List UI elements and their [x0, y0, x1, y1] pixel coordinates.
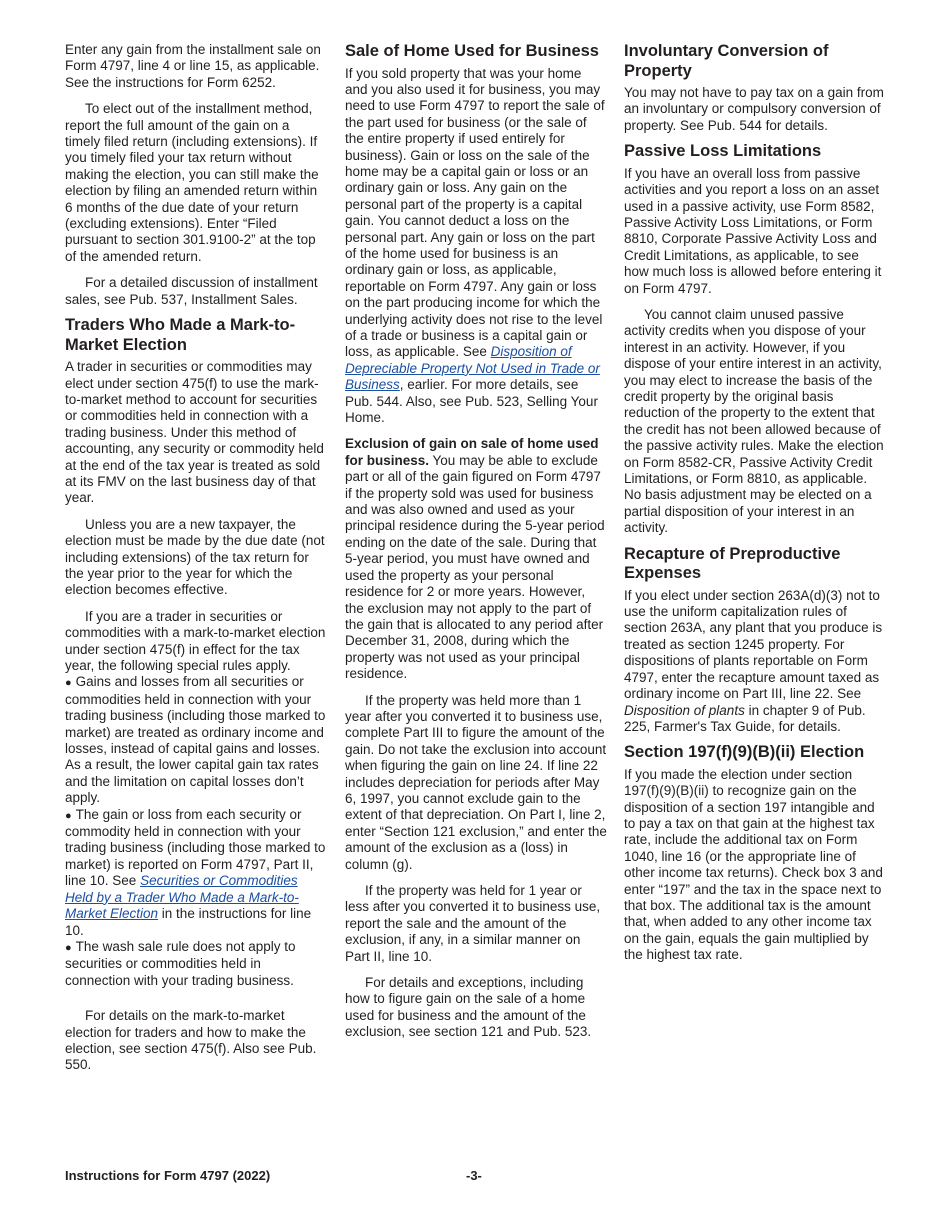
recapture-heading: Recapture of Preproductive Expenses [624, 544, 841, 583]
bullet-icon: ● [65, 941, 72, 954]
securities-commodities-link[interactable]: Securities or Commodities Held by a Trader Who Made a Mark-to-Market Election [65, 873, 299, 922]
details-exceptions-paragraph: For details and exceptions, including how to figure gain on the sale of a home used for business and the amount of the exclusion, see section 121 and Pub. 523. [345, 975, 592, 1040]
section-197-paragraph: If you made the election under section 197(f)(9)(B)(ii) to recognize gain on the disposition of a section 197 intangible and to pay a tax on that gain at the highest tax rate, include the additional tax on Form 1040, line 16 (or the appropriate line of other income tax returns). Check box 3 and enter “197” and the tax in the space next to that box. The additional tax is the amount that, when added to any other income tax on the gain, equals the gain multiplied by the highest tax rate. [624, 766, 883, 963]
column-1 [65, 42, 327, 1084]
home-business-heading: Sale of Home Used for Business [345, 42, 599, 60]
installment-gain-paragraph: Enter any gain from the installment sale on Form 4797, line 4 or line 15, as applicable. See the instructions for Form 6252. [65, 42, 321, 90]
exclusion-run-in-heading: Exclusion of gain on sale of home used for business. [345, 436, 599, 468]
home-sale-paragraph: If you sold property that was your home and you also used it for business, you may need to use Form 4797 to report the sale of the part used for business (or the sale of the entire property if used entirely for business). Gain or loss on the sale of the home may be a capital gain or loss or an ordinary gain or loss. Any gain on the personal part of the property is a capital gain. You cannot deduct a loss on the personal part. Any gain or loss on the part of the home used for business is an ordinary gain or loss, as applicable, reportable on Form 4797. Any gain or loss on the part producing income for which the underlying activity does not rise to the level of a trade or business is a capital gain or loss, as applicable. See Disposition of Depreciable Property Not Used in Trade or Business, earlier. For more details, see Pub. 544. Also, see Pub. 523, Selling Your Home. [345, 65, 605, 426]
elect-out-paragraph: To elect out of the installment method, report the full amount of the gain on a timely filed return (including extensions). If you timely filed your tax return without making the election, you can still make the election by filing an amended return within 6 months of the due date of your return (excluding extensions). Enter “Filed pursuant to section 301.9100-2” at the top of the amended return. [65, 101, 319, 264]
mark-to-market-details-paragraph: For details on the mark-to-market election for traders and how to make the election, see section 475(f). Also see Pub. 550. [65, 1008, 317, 1073]
bullet-item: ● Gains and losses from all securities or commodities held in connection with your trading business (including those marked to market) are treated as ordinary income and losses, instead of capital gains and losses. As a result, the lower capital gain tax rates and the limitation on capital losses don’t apply. [65, 674, 326, 806]
bullet-icon: ● [65, 677, 72, 690]
recapture-paragraph: If you elect under section 263A(d)(3) not to use the uniform capitalization rules of section 263A, any plant that you produce is treated as section 1245 property. For dispositions of plants reportable on Form 4797, enter the recapture amount taxed as ordinary income on Part III, line 22. See Disposition of plants in chapter 9 of Pub. 225, Farmer's Tax Guide, for details. [624, 587, 883, 734]
bullet-item: ● The gain or loss from each security or commodity held in connection with your trading business (including those marked to market) is reported on Form 4797, Part II, line 10. See Securities or Commodities Held by a Trader Who Made a Mark-to-Market Election in the instructions for line 10. [65, 806, 326, 938]
held-more-than-year-paragraph: If the property was held more than 1 year after you converted it to business use, complete Part III to figure the amount of the gain. Do not take the exclusion into account when figuring the gain on line 24. If line 22 includes depreciation for periods after May 6, 1997, you cannot exclude gain to the extent of that depreciation. On Part I, line 2, enter “Section 121 exclusion,” and enter the amount of the exclusion as a (loss) in column (g). [345, 692, 607, 872]
involuntary-conversion-paragraph: You may not have to pay tax on a gain from an involuntary or compulsory conversion of property. See Pub. 544 for details. [624, 85, 884, 133]
page-number: -3- [466, 1168, 482, 1183]
traders-heading: Traders Who Made a Mark-to-Market Election [65, 316, 296, 354]
column-3 [624, 42, 886, 974]
section-197-heading: Section 197(f)(9)(B)(ii) Election [624, 743, 865, 762]
footer-form-title: Instructions for Form 4797 (2022) [65, 1168, 271, 1183]
involuntary-conversion-heading: Involuntary Conversion of Property [624, 42, 829, 80]
passive-credits-paragraph: You cannot claim unused passive activity credits when you dispose of your interest in an activity. However, if you dispose of your entire interest in an activity, you may elect to increase the basis of the credit property by the original basis reduction of the property to the extent that the credit has not been allowed because of the passive activity rules. Make the election on Form 8582-CR, Passive Activity Credit Limitations, or Form 8810, as applicable. No basis adjustment may be elected on a partial disposition of your interest in an activity. [624, 306, 884, 536]
bullet-item: ● The wash sale rule does not apply to securities or commodities held in connection with your trading business. [65, 938, 296, 988]
new-taxpayer-paragraph: Unless you are a new taxpayer, the election must be made by the due date (not including extensions) of the tax return for the year prior to the year for which the election becomes effective. [65, 516, 325, 598]
passive-loss-heading: Passive Loss Limitations [624, 142, 822, 161]
trader-election-paragraph: A trader in securities or commodities may elect under section 475(f) to use the mark-to-market method to account for securities or commodities held in connection with a trading business. Under this method of accounting, any security or commodity held at the end of the tax year is treated as sold at its FMV on the last business day of that year. [65, 359, 324, 506]
disposition-depreciable-property-link[interactable]: Disposition of Depreciable Property Not Used in Trade or Business [345, 344, 600, 393]
special-rules-paragraph: If you are a trader in securities or commodities with a mark-to-market election under section 475(f) in effect for the tax year, the following special rules apply. [65, 608, 326, 673]
installment-sales-paragraph: For a detailed discussion of installment sales, see Pub. 537, Installment Sales. [65, 275, 318, 307]
exclusion-paragraph: Exclusion of gain on sale of home used for business. You may be able to exclude part or all of the gain figured on Form 4797 if the property sold was used for business and was also owned and used as your principal residence during the 5-year period ending on the date of the sale. During that 5-year period, you must have owned and used the property as your personal residence for 2 or more years. However, the exclusion may not apply to the part of the gain that is allocated to any period after December 31, 2008, during which the property was not used as your principal residence. [345, 436, 605, 682]
passive-loss-paragraph: If you have an overall loss from passive activities and you report a loss on an asset used in a passive activity, use Form 8582, Passive Activity Loss Limitations, or Form 8810, Corporate Passive Activity Loss and Credit Limitations, as applicable, to see how much loss is allowed before entering it on Form 4797. [624, 165, 882, 296]
column-2 [345, 42, 607, 1051]
bullet-icon: ● [65, 809, 72, 822]
held-less-than-year-paragraph: If the property was held for 1 year or less after you converted it to business use, report the sale and the amount of the exclusion, if any, in a similar manner on Part II, line 10. [345, 883, 601, 964]
